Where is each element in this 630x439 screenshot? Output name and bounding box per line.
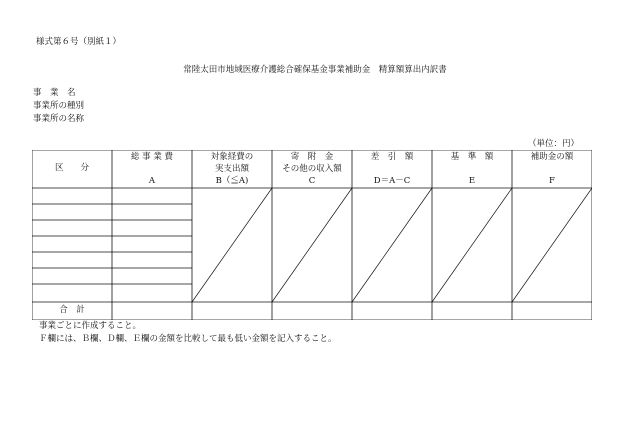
note-2: Ｆ欄には、Ｂ欄、Ｄ欄、Ｅ欄の金額を比較して最も低い金額を記入すること。 (39, 334, 337, 344)
unit-label: （単位：円） (527, 139, 579, 149)
header-subsidy-amount-code: F (549, 176, 555, 186)
total-row-label: 合 計 (59, 305, 85, 315)
diagonal-slash (272, 188, 352, 302)
document-title: 常陸太田市地域医療介護総合確保基金事業補助金 精算額算出内訳書 (183, 65, 447, 75)
header-donation-2: その他の収入額 (282, 164, 342, 174)
header-total-cost-code: A (148, 176, 156, 186)
header-total-cost: 総 事 業 費 (130, 152, 174, 162)
field-office-name: 事業所の名称 (33, 114, 85, 124)
diagonal-slash (432, 188, 512, 302)
note-1: 事業ごとに作成すること。 (39, 321, 142, 331)
header-eligible-expense-code: B（≦A) (215, 176, 249, 186)
header-difference-code: D＝A－C (373, 176, 411, 186)
form-number: 様式第６号（別紙１） (36, 37, 122, 47)
diagonal-slash (352, 188, 432, 302)
header-donation-1: 寄 附 金 (290, 152, 334, 162)
header-subsidy-amount: 補助金の額 (530, 152, 574, 162)
header-eligible-expense-2: 実支出額 (214, 164, 249, 174)
diagonal-slash (512, 188, 592, 302)
header-eligible-expense-1: 対象経費の (210, 152, 254, 162)
header-standard-amount: 基 準 額 (450, 152, 494, 162)
header-difference: 差 引 額 (370, 152, 414, 162)
field-project-name: 事 業 名 (33, 88, 76, 98)
header-standard-amount-code: E (468, 176, 476, 186)
diagonal-slash (192, 188, 272, 302)
field-office-type: 事業所の種別 (33, 101, 85, 111)
header-donation-code: C (308, 176, 316, 186)
header-category: 区 分 (54, 163, 89, 173)
